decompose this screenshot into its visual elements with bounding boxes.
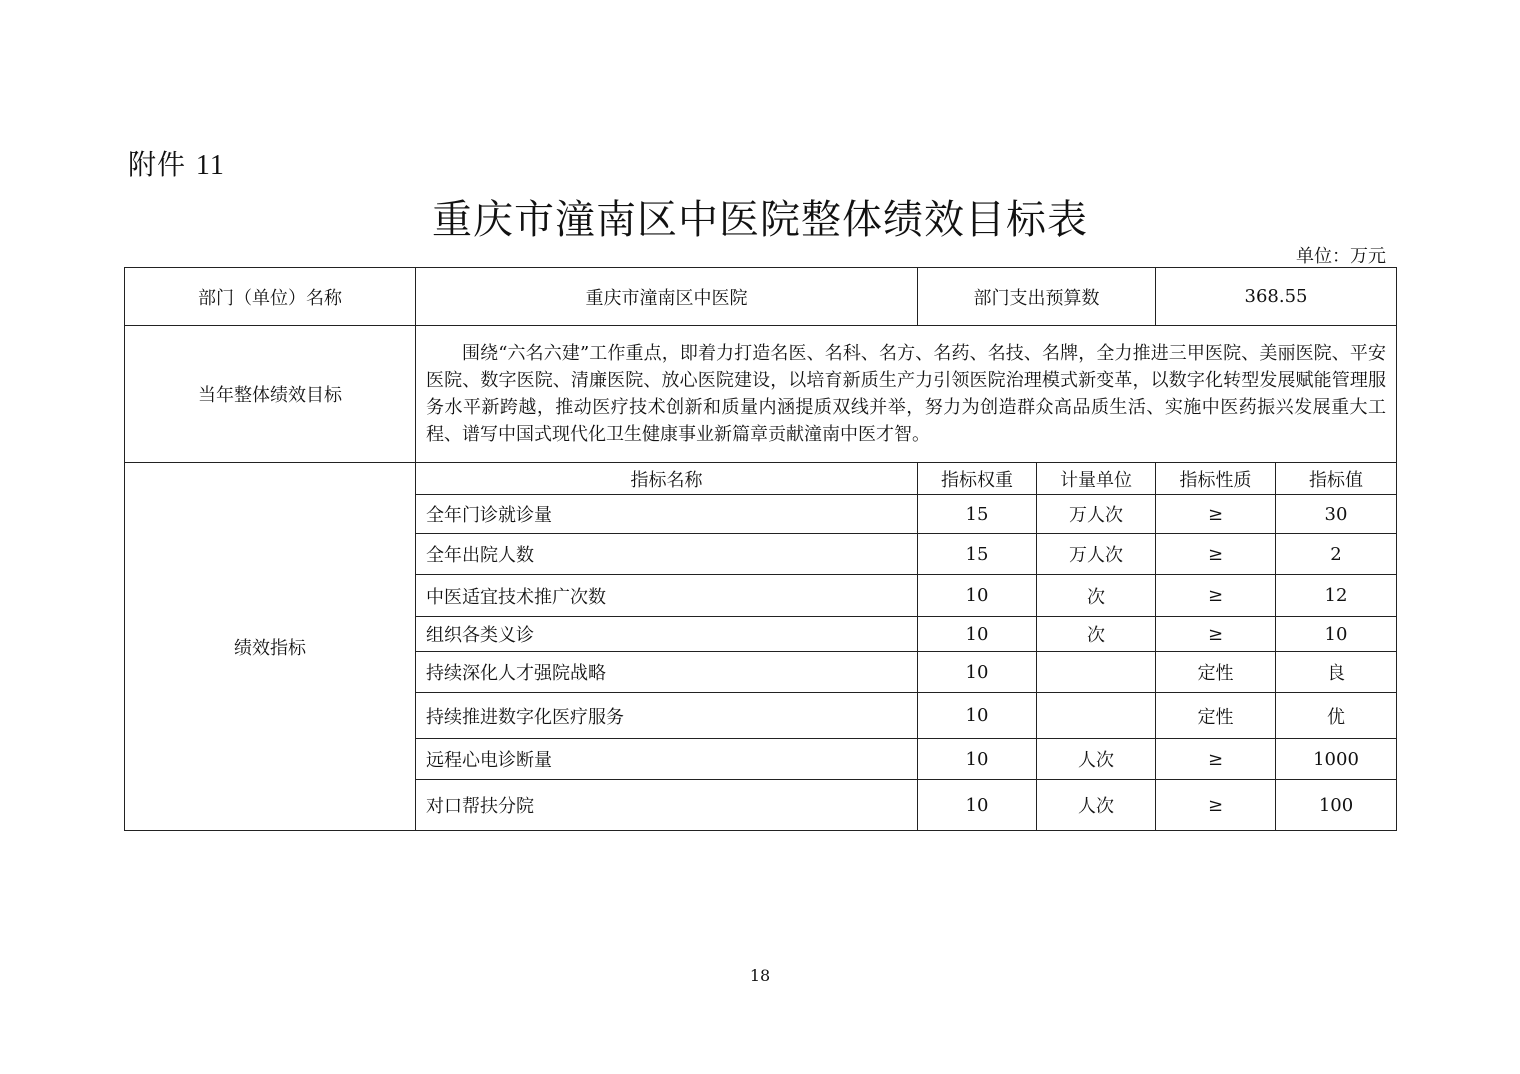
budget-value: 368.55: [1156, 268, 1397, 326]
indicator-value: 30: [1276, 495, 1397, 534]
column-header: 指标权重: [918, 463, 1037, 495]
indicator-value: 优: [1276, 693, 1397, 739]
indicator-name: 全年门诊就诊量: [416, 495, 918, 534]
indicator-nature: ≥: [1156, 534, 1276, 575]
indicator-nature: ≥: [1156, 495, 1276, 534]
indicator-unit: 次: [1037, 617, 1156, 652]
indicator-nature: ≥: [1156, 575, 1276, 617]
indicator-weight: 10: [918, 739, 1037, 780]
indicator-nature: ≥: [1156, 617, 1276, 652]
indicator-weight: 10: [918, 652, 1037, 693]
goal-row: [125, 326, 1397, 463]
indicator-unit: 次: [1037, 575, 1156, 617]
indicator-name: 持续推进数字化医疗服务: [416, 693, 918, 739]
indicator-unit: [1037, 693, 1156, 739]
indicator-weight: 10: [918, 575, 1037, 617]
dept-label: 部门（单位）名称: [125, 268, 416, 326]
indicator-value: 100: [1276, 780, 1397, 831]
dept-value: 重庆市潼南区中医院: [416, 268, 918, 326]
goal-text: 围绕“六名六建”工作重点，即着力打造名医、名科、名方、名药、名技、名牌，全力推进三甲医院、美丽医院、平安医院、数字医院、清廉医院、放心医院建设，以培育新质生产力引领医院治理模式新变革，以数字化转型发展赋能管理服务水平新跨越，推动医疗技术创新和质量内涵提质双线并举，努力为创造群众高品质生活、实施中医药振兴发展重大工程、谱写中国式现代化卫生健康事业新篇章贡献潼南中医才智。: [416, 326, 1397, 463]
indicator-weight: 15: [918, 534, 1037, 575]
indicator-unit: [1037, 652, 1156, 693]
attachment-number: 11: [195, 150, 225, 181]
attachment-label: [128, 143, 225, 183]
dept-row: [125, 268, 1397, 326]
page-title: 重庆市潼南区中医院整体绩效目标表: [432, 197, 1088, 243]
indicator-name: 全年出院人数: [416, 534, 918, 575]
indicator-value: 2: [1276, 534, 1397, 575]
indicator-weight: 15: [918, 495, 1037, 534]
indicator-unit: 人次: [1037, 780, 1156, 831]
indicator-header-row: [125, 463, 1397, 495]
indicator-weight: 10: [918, 780, 1037, 831]
indicator-name: 组织各类义诊: [416, 617, 918, 652]
indicator-unit: 人次: [1037, 739, 1156, 780]
indicators-section-label: 绩效指标: [125, 463, 416, 831]
indicator-value: 良: [1276, 652, 1397, 693]
indicator-nature: 定性: [1156, 693, 1276, 739]
indicator-name: 持续深化人才强院战略: [416, 652, 918, 693]
indicator-name: 中医适宜技术推广次数: [416, 575, 918, 617]
indicator-name: 对口帮扶分院: [416, 780, 918, 831]
page-number: 18: [749, 966, 771, 985]
indicator-nature: 定性: [1156, 652, 1276, 693]
indicator-value: 12: [1276, 575, 1397, 617]
indicator-name: 远程心电诊断量: [416, 739, 918, 780]
attachment-text: 附件: [128, 148, 187, 181]
indicator-value: 1000: [1276, 739, 1397, 780]
indicator-unit: 万人次: [1037, 534, 1156, 575]
budget-label: 部门支出预算数: [918, 268, 1156, 326]
performance-table: [124, 267, 1397, 831]
indicator-weight: 10: [918, 617, 1037, 652]
column-header: 计量单位: [1037, 463, 1156, 495]
indicator-weight: 10: [918, 693, 1037, 739]
column-header: 指标性质: [1156, 463, 1276, 495]
indicator-nature: ≥: [1156, 780, 1276, 831]
goal-label: 当年整体绩效目标: [125, 326, 416, 463]
column-header: 指标名称: [416, 463, 918, 495]
indicator-value: 10: [1276, 617, 1397, 652]
indicator-unit: 万人次: [1037, 495, 1156, 534]
column-header: 指标值: [1276, 463, 1397, 495]
unit-label: 单位：万元: [1296, 246, 1386, 267]
indicator-nature: ≥: [1156, 739, 1276, 780]
